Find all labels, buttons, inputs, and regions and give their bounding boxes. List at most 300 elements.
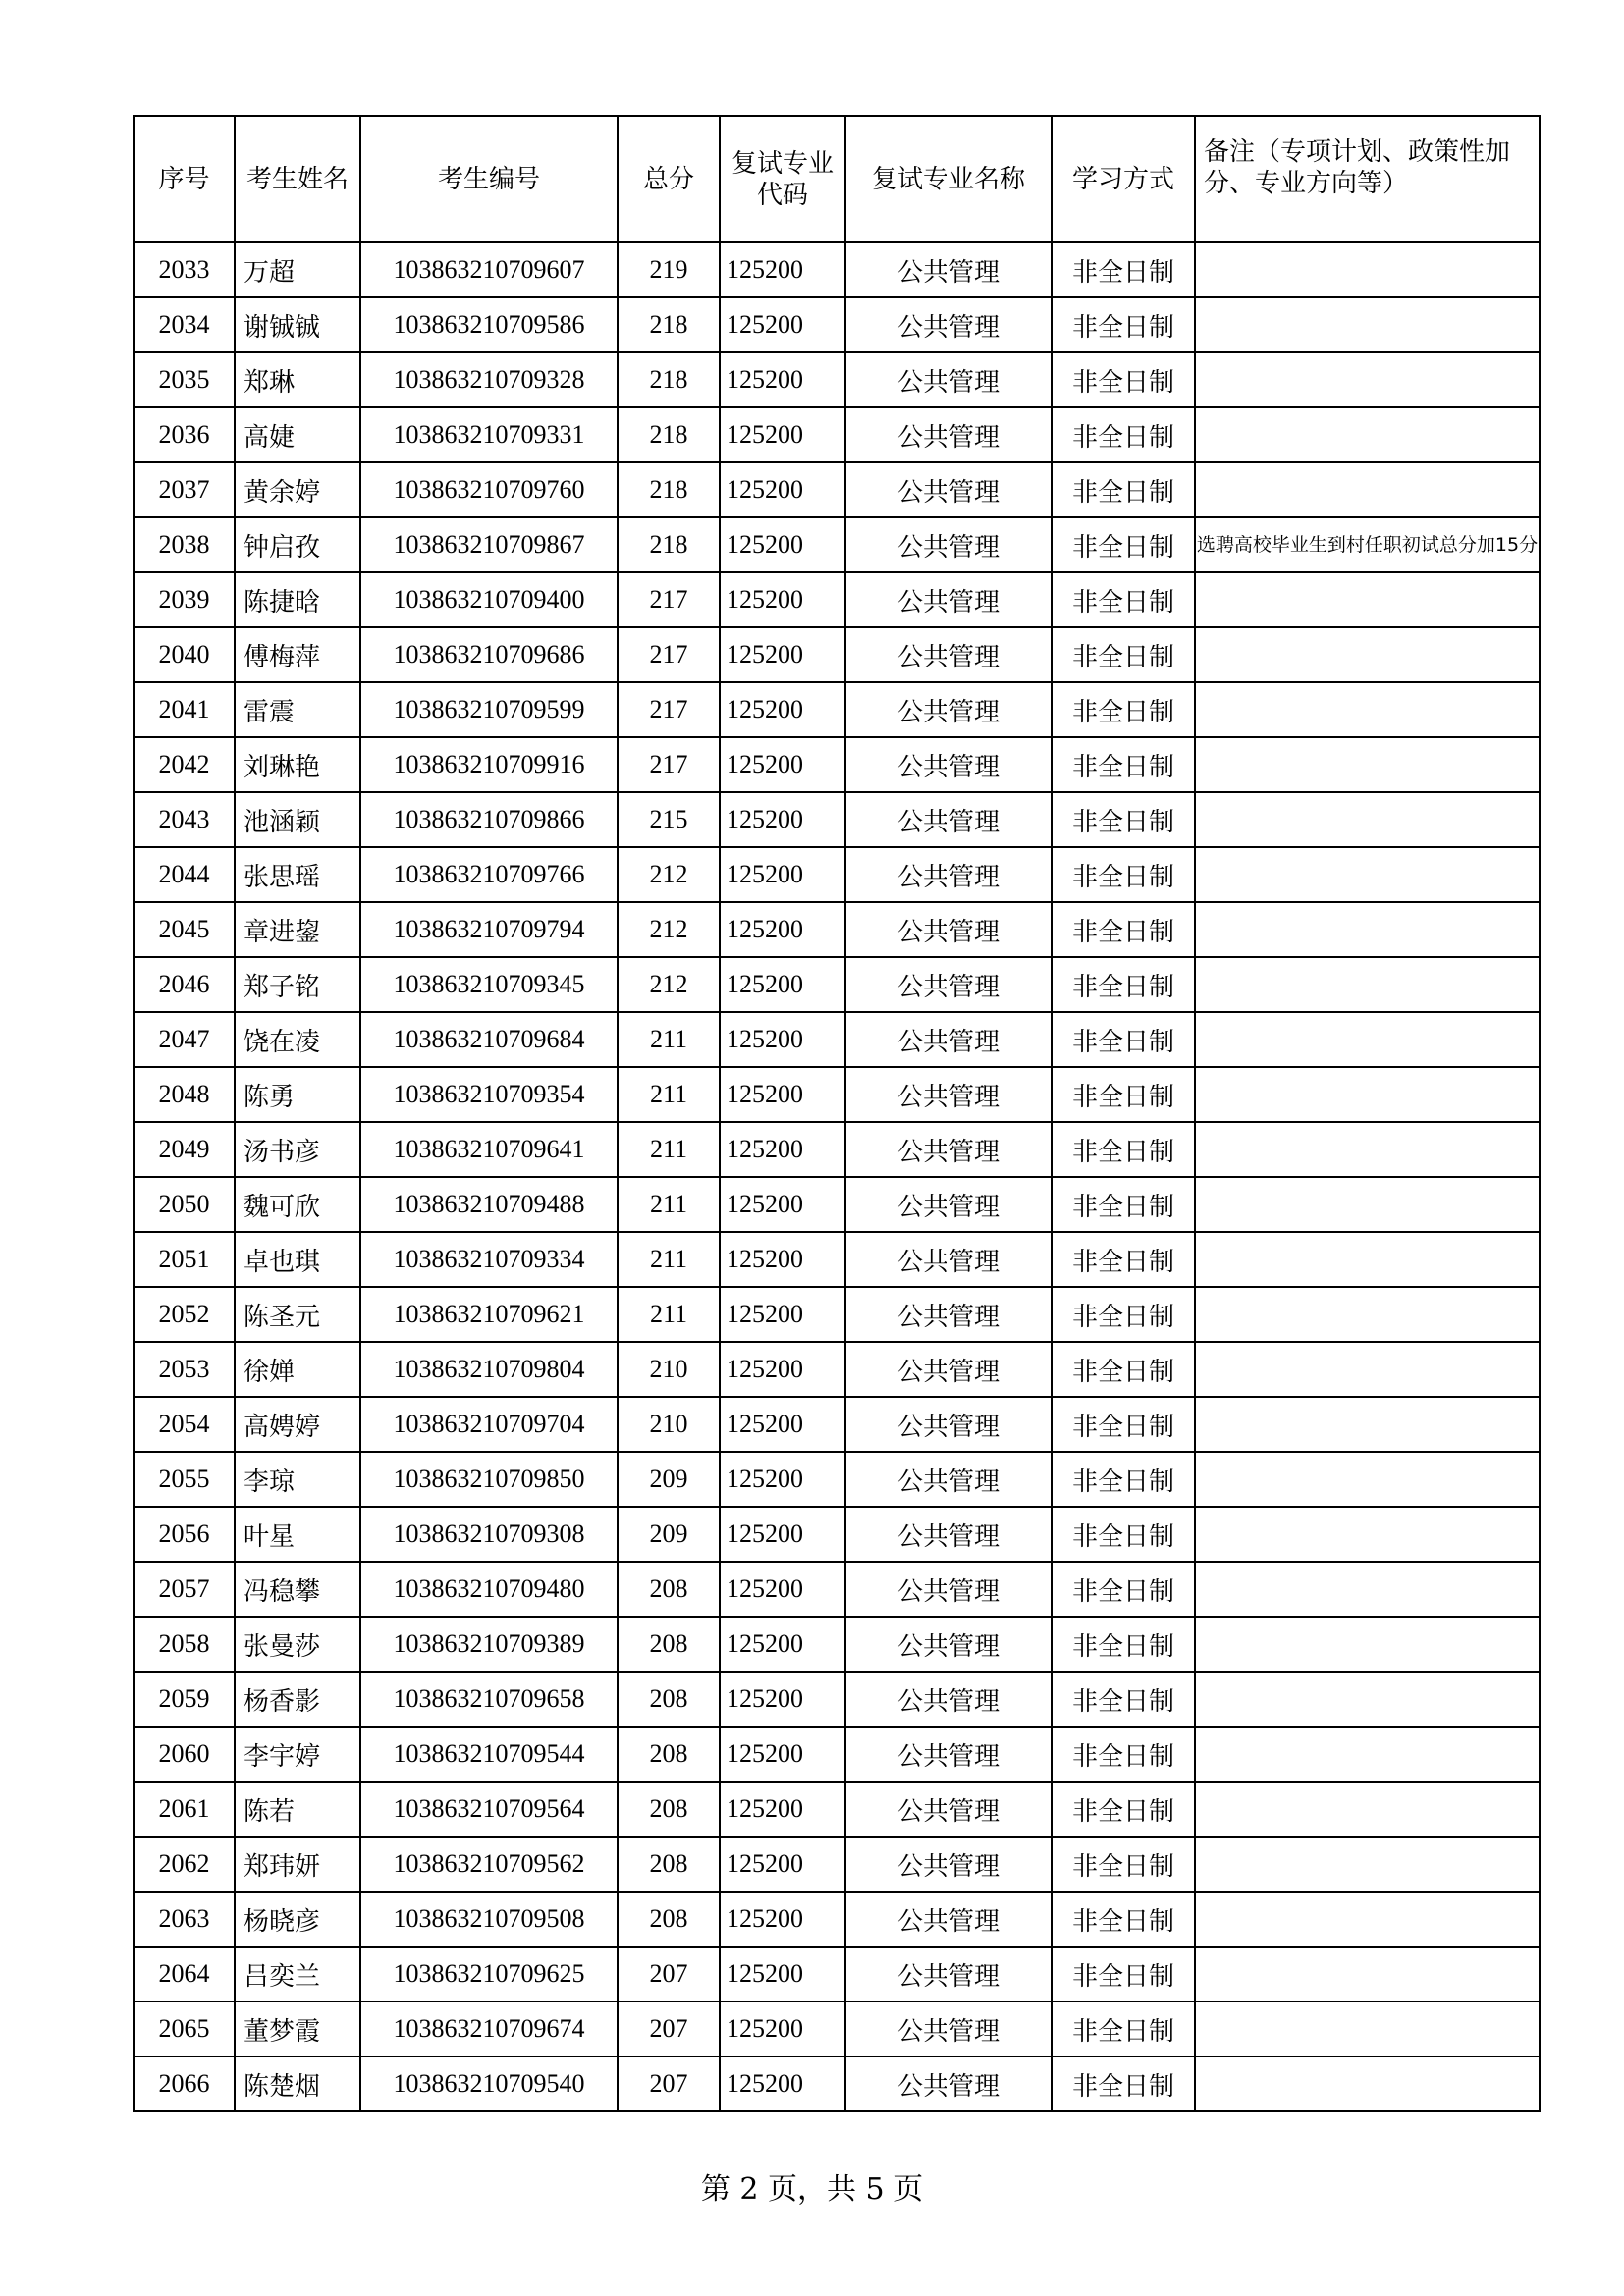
cell-seq: 2034 [134,297,235,352]
cell-total: 208 [618,1837,720,1892]
cell-exam-no: 103863210709354 [360,1067,618,1122]
cell-exam-no: 103863210709389 [360,1617,618,1672]
table-body [134,242,1540,2111]
cell-study-mode: 非全日制 [1052,1617,1195,1672]
cell-name: 陈楚烟 [235,2056,360,2111]
cell-remark [1195,1617,1540,1672]
cell-total: 217 [618,572,720,627]
table-row [134,1012,1540,1067]
cell-study-mode: 非全日制 [1052,902,1195,957]
cell-seq: 2064 [134,1947,235,2002]
table-row [134,1397,1540,1452]
cell-remark [1195,242,1540,297]
cell-major-code: 125200 [720,462,845,517]
header-name: 考生姓名 [235,116,360,242]
cell-major-name: 公共管理 [845,297,1052,352]
cell-total: 208 [618,1672,720,1727]
cell-study-mode: 非全日制 [1052,2002,1195,2056]
cell-remark [1195,737,1540,792]
header-major-name: 复试专业名称 [845,116,1052,242]
cell-name: 李琼 [235,1452,360,1507]
header-total: 总分 [618,116,720,242]
cell-remark [1195,1562,1540,1617]
cell-remark [1195,1782,1540,1837]
table-row [134,792,1540,847]
cell-name: 冯稳攀 [235,1562,360,1617]
cell-total: 212 [618,847,720,902]
cell-exam-no: 103863210709760 [360,462,618,517]
cell-exam-no: 103863210709345 [360,957,618,1012]
cell-study-mode: 非全日制 [1052,1837,1195,1892]
cell-name: 谢铖铖 [235,297,360,352]
cell-exam-no: 103863210709658 [360,1672,618,1727]
cell-seq: 2062 [134,1837,235,1892]
cell-study-mode: 非全日制 [1052,1947,1195,2002]
table-row [134,517,1540,572]
cell-study-mode: 非全日制 [1052,1342,1195,1397]
cell-name: 郑琳 [235,352,360,407]
cell-major-code: 125200 [720,1067,845,1122]
cell-seq: 2052 [134,1287,235,1342]
cell-remark [1195,1452,1540,1507]
table-row [134,572,1540,627]
header-major-code: 复试专业代码 [720,116,845,242]
cell-remark [1195,1837,1540,1892]
cell-seq: 2035 [134,352,235,407]
table-row [134,1672,1540,1727]
cell-remark [1195,572,1540,627]
cell-seq: 2059 [134,1672,235,1727]
cell-major-name: 公共管理 [845,517,1052,572]
cell-major-name: 公共管理 [845,407,1052,462]
cell-remark [1195,1177,1540,1232]
cell-study-mode: 非全日制 [1052,1067,1195,1122]
cell-study-mode: 非全日制 [1052,1892,1195,1947]
cell-exam-no: 103863210709621 [360,1287,618,1342]
cell-major-name: 公共管理 [845,1507,1052,1562]
cell-name: 汤书彦 [235,1122,360,1177]
cell-total: 219 [618,242,720,297]
header-exam-no: 考生编号 [360,116,618,242]
cell-major-code: 125200 [720,2056,845,2111]
cell-major-name: 公共管理 [845,1617,1052,1672]
cell-study-mode: 非全日制 [1052,242,1195,297]
cell-name: 叶星 [235,1507,360,1562]
cell-total: 211 [618,1232,720,1287]
cell-study-mode: 非全日制 [1052,1672,1195,1727]
table-row [134,407,1540,462]
cell-exam-no: 103863210709607 [360,242,618,297]
table-row [134,847,1540,902]
cell-total: 211 [618,1122,720,1177]
cell-major-code: 125200 [720,1727,845,1782]
cell-name: 陈勇 [235,1067,360,1122]
cell-remark [1195,1342,1540,1397]
cell-major-code: 125200 [720,1892,845,1947]
cell-seq: 2040 [134,627,235,682]
cell-exam-no: 103863210709544 [360,1727,618,1782]
cell-name: 吕奕兰 [235,1947,360,2002]
cell-remark [1195,682,1540,737]
cell-name: 郑玮妍 [235,1837,360,1892]
table-row [134,957,1540,1012]
cell-major-name: 公共管理 [845,957,1052,1012]
cell-study-mode: 非全日制 [1052,572,1195,627]
cell-name: 章进鋆 [235,902,360,957]
cell-total: 209 [618,1507,720,1562]
cell-major-name: 公共管理 [845,462,1052,517]
cell-seq: 2038 [134,517,235,572]
cell-exam-no: 103863210709867 [360,517,618,572]
cell-total: 207 [618,2056,720,2111]
cell-seq: 2036 [134,407,235,462]
table-row [134,902,1540,957]
cell-major-name: 公共管理 [845,1287,1052,1342]
cell-name: 池涵颖 [235,792,360,847]
cell-study-mode: 非全日制 [1052,1397,1195,1452]
cell-remark [1195,352,1540,407]
cell-study-mode: 非全日制 [1052,407,1195,462]
cell-exam-no: 103863210709674 [360,2002,618,2056]
table-row [134,297,1540,352]
cell-seq: 2037 [134,462,235,517]
cell-major-name: 公共管理 [845,1837,1052,1892]
cell-major-name: 公共管理 [845,1177,1052,1232]
cell-major-name: 公共管理 [845,682,1052,737]
cell-major-name: 公共管理 [845,1397,1052,1452]
cell-exam-no: 103863210709599 [360,682,618,737]
cell-exam-no: 103863210709916 [360,737,618,792]
cell-total: 215 [618,792,720,847]
cell-remark [1195,1727,1540,1782]
cell-major-code: 125200 [720,847,845,902]
cell-major-code: 125200 [720,1232,845,1287]
cell-exam-no: 103863210709766 [360,847,618,902]
cell-study-mode: 非全日制 [1052,1287,1195,1342]
cell-total: 218 [618,517,720,572]
cell-seq: 2061 [134,1782,235,1837]
table-row [134,1892,1540,1947]
cell-major-code: 125200 [720,297,845,352]
cell-major-code: 125200 [720,1562,845,1617]
cell-remark [1195,1947,1540,2002]
cell-major-name: 公共管理 [845,737,1052,792]
cell-name: 高婕 [235,407,360,462]
cell-study-mode: 非全日制 [1052,792,1195,847]
cell-remark [1195,847,1540,902]
cell-remark: 选聘高校毕业生到村任职初试总分加15分 [1195,517,1540,572]
cell-major-code: 125200 [720,1507,845,1562]
table-row [134,1562,1540,1617]
cell-name: 魏可欣 [235,1177,360,1232]
cell-major-code: 125200 [720,792,845,847]
header-study-mode: 学习方式 [1052,116,1195,242]
table-row [134,1232,1540,1287]
cell-exam-no: 103863210709331 [360,407,618,462]
cell-study-mode: 非全日制 [1052,1232,1195,1287]
cell-major-name: 公共管理 [845,1562,1052,1617]
cell-name: 陈捷晗 [235,572,360,627]
table-row [134,1947,1540,2002]
cell-exam-no: 103863210709328 [360,352,618,407]
cell-major-code: 125200 [720,1782,845,1837]
cell-total: 208 [618,1617,720,1672]
cell-total: 207 [618,2002,720,2056]
cell-seq: 2051 [134,1232,235,1287]
cell-exam-no: 103863210709562 [360,1837,618,1892]
cell-name: 张曼莎 [235,1617,360,1672]
cell-total: 208 [618,1727,720,1782]
cell-major-name: 公共管理 [845,352,1052,407]
cell-name: 徐婵 [235,1342,360,1397]
table-row [134,1342,1540,1397]
cell-exam-no: 103863210709641 [360,1122,618,1177]
cell-exam-no: 103863210709850 [360,1452,618,1507]
table-row [134,1452,1540,1507]
cell-major-code: 125200 [720,2002,845,2056]
cell-exam-no: 103863210709508 [360,1892,618,1947]
cell-seq: 2046 [134,957,235,1012]
cell-exam-no: 103863210709866 [360,792,618,847]
cell-seq: 2065 [134,2002,235,2056]
cell-seq: 2056 [134,1507,235,1562]
cell-seq: 2039 [134,572,235,627]
cell-total: 212 [618,957,720,1012]
cell-name: 钟启孜 [235,517,360,572]
table-row [134,1617,1540,1672]
table-row [134,242,1540,297]
cell-remark [1195,957,1540,1012]
header-row [134,116,1540,242]
cell-seq: 2063 [134,1892,235,1947]
cell-major-name: 公共管理 [845,1672,1052,1727]
cell-study-mode: 非全日制 [1052,1177,1195,1232]
cell-major-code: 125200 [720,1617,845,1672]
cell-major-name: 公共管理 [845,1782,1052,1837]
cell-exam-no: 103863210709804 [360,1342,618,1397]
cell-major-code: 125200 [720,1672,845,1727]
cell-major-name: 公共管理 [845,1122,1052,1177]
table-row [134,1177,1540,1232]
cell-total: 217 [618,737,720,792]
cell-total: 218 [618,352,720,407]
cell-major-code: 125200 [720,957,845,1012]
cell-remark [1195,1507,1540,1562]
cell-study-mode: 非全日制 [1052,1727,1195,1782]
cell-exam-no: 103863210709684 [360,1012,618,1067]
cell-exam-no: 103863210709704 [360,1397,618,1452]
cell-exam-no: 103863210709794 [360,902,618,957]
table-row [134,737,1540,792]
table-row [134,1067,1540,1122]
cell-exam-no: 103863210709400 [360,572,618,627]
cell-major-name: 公共管理 [845,1892,1052,1947]
cell-major-code: 125200 [720,682,845,737]
cell-name: 饶在凌 [235,1012,360,1067]
cell-seq: 2041 [134,682,235,737]
cell-name: 李宇婷 [235,1727,360,1782]
cell-study-mode: 非全日制 [1052,462,1195,517]
cell-total: 210 [618,1397,720,1452]
header-remark: 备注（专项计划、政策性加分、专业方向等） [1195,116,1540,242]
cell-seq: 2043 [134,792,235,847]
cell-major-name: 公共管理 [845,2002,1052,2056]
table-row [134,2056,1540,2111]
cell-study-mode: 非全日制 [1052,737,1195,792]
cell-name: 卓也琪 [235,1232,360,1287]
cell-exam-no: 103863210709686 [360,627,618,682]
table-row [134,352,1540,407]
cell-total: 218 [618,462,720,517]
header-seq: 序号 [134,116,235,242]
cell-exam-no: 103863210709586 [360,297,618,352]
cell-major-name: 公共管理 [845,902,1052,957]
cell-study-mode: 非全日制 [1052,627,1195,682]
cell-total: 211 [618,1067,720,1122]
cell-major-name: 公共管理 [845,1947,1052,2002]
cell-seq: 2044 [134,847,235,902]
cell-name: 张思瑶 [235,847,360,902]
cell-major-name: 公共管理 [845,1232,1052,1287]
cell-name: 杨晓彦 [235,1892,360,1947]
cell-major-name: 公共管理 [845,792,1052,847]
cell-remark [1195,792,1540,847]
cell-remark [1195,1012,1540,1067]
cell-major-code: 125200 [720,737,845,792]
cell-major-code: 125200 [720,572,845,627]
cell-exam-no: 103863210709334 [360,1232,618,1287]
cell-name: 万超 [235,242,360,297]
cell-name: 杨香影 [235,1672,360,1727]
cell-seq: 2045 [134,902,235,957]
cell-remark [1195,1067,1540,1122]
cell-study-mode: 非全日制 [1052,517,1195,572]
cell-remark [1195,1287,1540,1342]
table-row [134,1287,1540,1342]
cell-major-name: 公共管理 [845,572,1052,627]
admission-list-table [133,115,1541,2112]
cell-major-code: 125200 [720,1287,845,1342]
cell-total: 218 [618,407,720,462]
cell-exam-no: 103863210709308 [360,1507,618,1562]
cell-study-mode: 非全日制 [1052,1452,1195,1507]
cell-major-code: 125200 [720,352,845,407]
cell-total: 211 [618,1012,720,1067]
cell-remark [1195,1892,1540,1947]
cell-exam-no: 103863210709540 [360,2056,618,2111]
cell-major-name: 公共管理 [845,1342,1052,1397]
cell-total: 208 [618,1892,720,1947]
cell-study-mode: 非全日制 [1052,1012,1195,1067]
cell-seq: 2058 [134,1617,235,1672]
cell-study-mode: 非全日制 [1052,297,1195,352]
cell-major-code: 125200 [720,242,845,297]
cell-remark [1195,462,1540,517]
cell-major-code: 125200 [720,1947,845,2002]
table-row [134,682,1540,737]
cell-major-name: 公共管理 [845,242,1052,297]
cell-major-code: 125200 [720,1452,845,1507]
cell-total: 210 [618,1342,720,1397]
cell-total: 209 [618,1452,720,1507]
table-row [134,2002,1540,2056]
cell-remark [1195,1397,1540,1452]
cell-name: 陈圣元 [235,1287,360,1342]
cell-total: 212 [618,902,720,957]
cell-remark [1195,1232,1540,1287]
cell-remark [1195,1672,1540,1727]
cell-major-code: 125200 [720,407,845,462]
cell-name: 陈若 [235,1782,360,1837]
cell-major-name: 公共管理 [845,1012,1052,1067]
cell-major-name: 公共管理 [845,2056,1052,2111]
cell-seq: 2053 [134,1342,235,1397]
cell-study-mode: 非全日制 [1052,352,1195,407]
cell-total: 217 [618,627,720,682]
cell-study-mode: 非全日制 [1052,1507,1195,1562]
cell-seq: 2066 [134,2056,235,2111]
cell-seq: 2055 [134,1452,235,1507]
cell-major-code: 125200 [720,1397,845,1452]
cell-major-name: 公共管理 [845,847,1052,902]
cell-seq: 2060 [134,1727,235,1782]
table-row [134,1782,1540,1837]
cell-seq: 2047 [134,1012,235,1067]
cell-major-code: 125200 [720,902,845,957]
cell-name: 郑子铭 [235,957,360,1012]
cell-major-name: 公共管理 [845,1452,1052,1507]
cell-major-name: 公共管理 [845,627,1052,682]
cell-remark [1195,2002,1540,2056]
cell-seq: 2054 [134,1397,235,1452]
cell-major-code: 125200 [720,1177,845,1232]
table-row [134,1122,1540,1177]
cell-exam-no: 103863210709564 [360,1782,618,1837]
cell-study-mode: 非全日制 [1052,1782,1195,1837]
cell-name: 傅梅萍 [235,627,360,682]
cell-major-code: 125200 [720,1012,845,1067]
cell-seq: 2033 [134,242,235,297]
cell-name: 高娉婷 [235,1397,360,1452]
cell-exam-no: 103863210709488 [360,1177,618,1232]
cell-total: 217 [618,682,720,737]
cell-remark [1195,902,1540,957]
cell-study-mode: 非全日制 [1052,847,1195,902]
cell-total: 211 [618,1177,720,1232]
cell-remark [1195,627,1540,682]
cell-seq: 2057 [134,1562,235,1617]
cell-name: 雷震 [235,682,360,737]
cell-total: 207 [618,1947,720,2002]
cell-total: 211 [618,1287,720,1342]
cell-name: 刘琳艳 [235,737,360,792]
cell-name: 董梦霞 [235,2002,360,2056]
cell-major-name: 公共管理 [845,1727,1052,1782]
cell-total: 218 [618,297,720,352]
cell-seq: 2042 [134,737,235,792]
cell-major-name: 公共管理 [845,1067,1052,1122]
cell-total: 208 [618,1782,720,1837]
table-row [134,1837,1540,1892]
cell-study-mode: 非全日制 [1052,1562,1195,1617]
table-header [134,116,1540,242]
cell-exam-no: 103863210709480 [360,1562,618,1617]
table-row [134,627,1540,682]
cell-major-code: 125200 [720,1342,845,1397]
cell-major-code: 125200 [720,1122,845,1177]
page-number: 第 2 页，共 5 页 [700,2172,924,2207]
cell-remark [1195,1122,1540,1177]
